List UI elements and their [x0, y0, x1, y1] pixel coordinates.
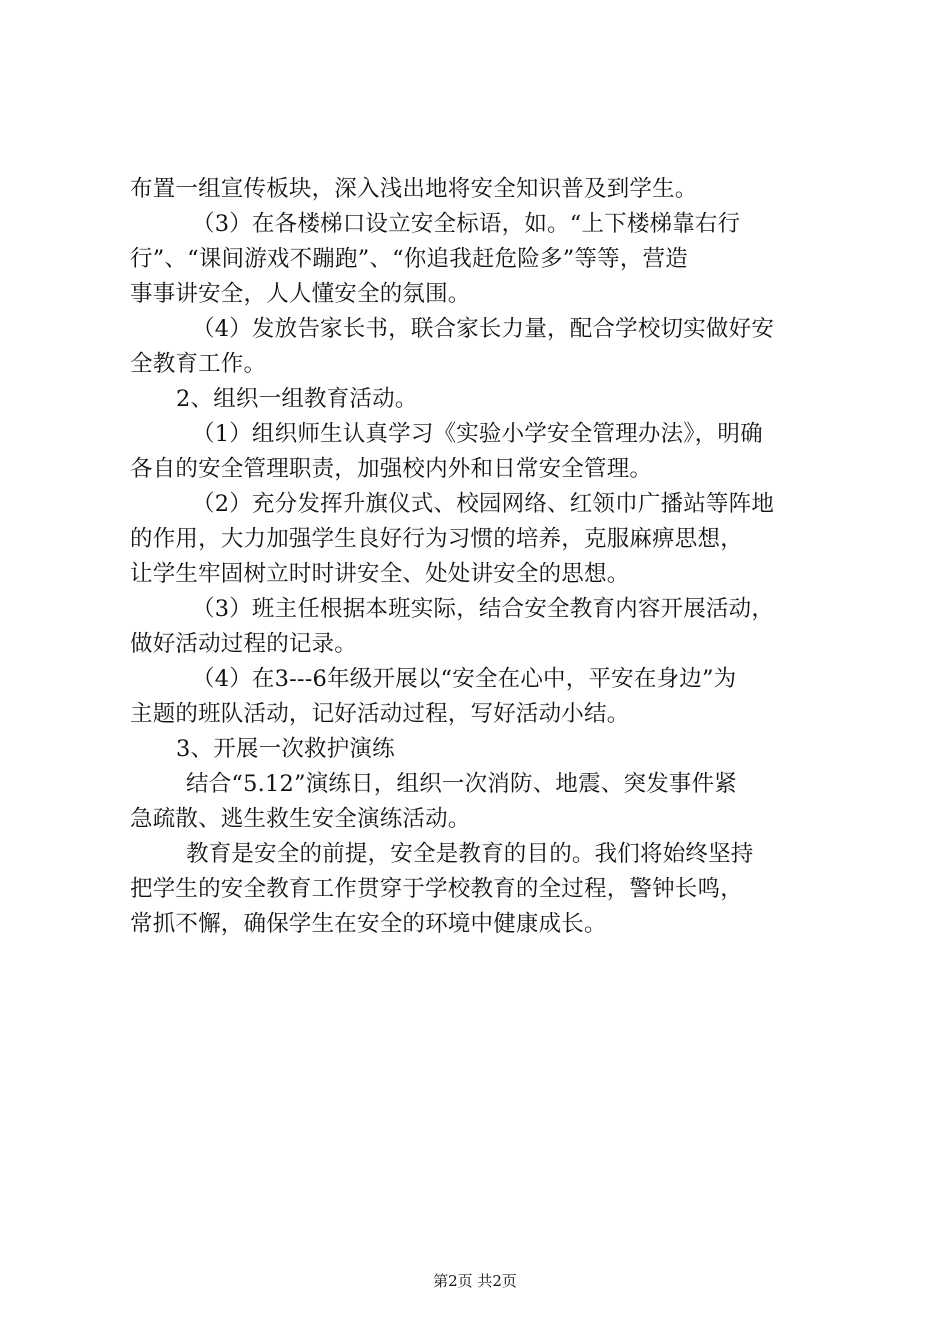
- text-line: 急疏散、逃生救生安全演练活动。: [130, 806, 471, 832]
- text-line: 常抓不懈，确保学生在安全的环境中健康成长。: [130, 911, 607, 937]
- text-line: 行”、“课间游戏不蹦跑”、“你追我赶危险多”等等，营造: [130, 246, 688, 272]
- section-heading: 2、组织一组教育活动。: [176, 386, 418, 412]
- text-line: 各自的安全管理职责，加强校内外和日常安全管理。: [130, 456, 653, 482]
- section-heading: 3、开展一次救护演练: [176, 736, 395, 762]
- text-line: 的作用，大力加强学生良好行为习惯的培养，克服麻痹思想，: [130, 526, 743, 552]
- text-line: 让学生牢固树立时时讲安全、处处讲安全的思想。: [130, 561, 630, 587]
- text-line: 主题的班队活动，记好活动过程，写好活动小结。: [130, 701, 630, 727]
- text-line: 做好活动过程的记录。: [130, 631, 358, 657]
- text-line: 教育是安全的前提，安全是教育的目的。我们将始终坚持: [186, 841, 754, 867]
- page-footer: 第2页 共2页: [433, 1272, 517, 1290]
- text-line: 事事讲安全，人人懂安全的氛围。: [130, 281, 471, 307]
- text-line: （2）充分发挥升旗仪式、校园网络、红领巾广播站等阵地: [192, 491, 775, 517]
- text-line: （3）在各楼梯口设立安全标语，如。“上下楼梯靠右行: [192, 211, 741, 237]
- text-line: 结合“5.12”演练日，组织一次消防、地震、突发事件紧: [186, 771, 738, 797]
- text-line: （4）在3---6年级开展以“安全在心中，平安在身边”为: [192, 666, 737, 692]
- text-line: 布置一组宣传板块，深入浅出地将安全知识普及到学生。: [130, 176, 698, 202]
- text-line: 把学生的安全教育工作贯穿于学校教育的全过程，警钟长鸣，: [130, 876, 743, 902]
- document-body: [130, 172, 830, 942]
- text-line: 全教育工作。: [130, 351, 267, 377]
- text-line: （4）发放告家长书，联合家长力量，配合学校切实做好安: [192, 316, 775, 342]
- text-line: （3）班主任根据本班实际，结合安全教育内容开展活动，: [192, 596, 775, 622]
- text-line: （1）组织师生认真学习《实验小学安全管理办法》，明确: [192, 421, 763, 447]
